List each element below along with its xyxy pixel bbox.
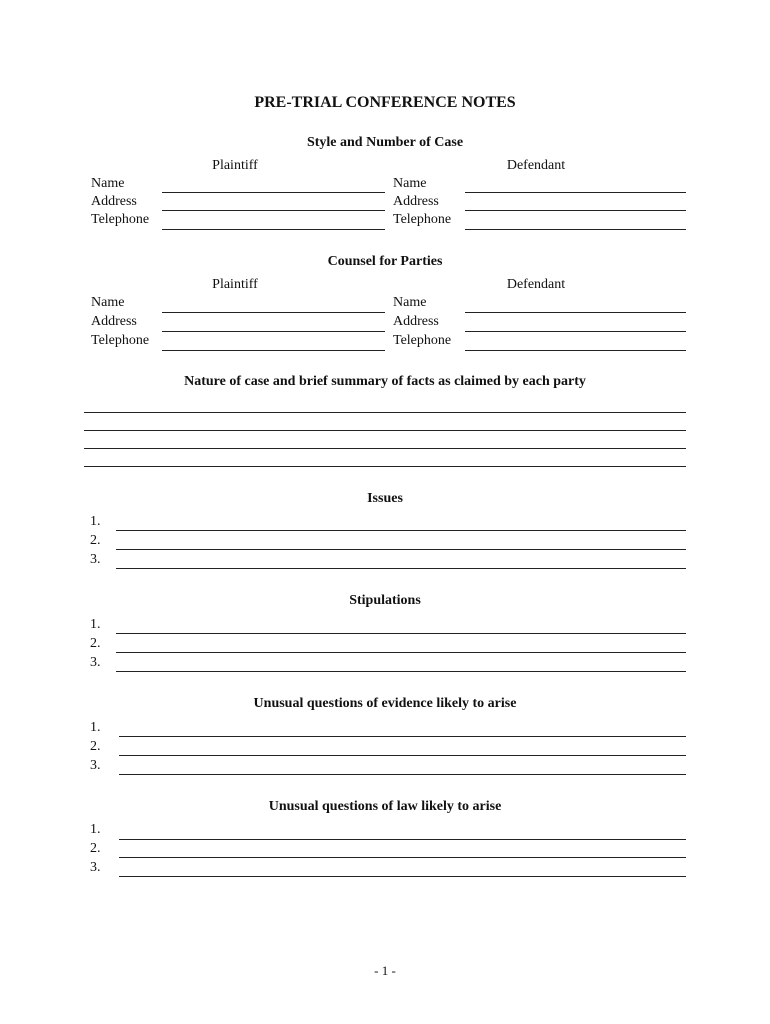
nature-summary-line[interactable] bbox=[84, 412, 686, 413]
evidence-line-2[interactable] bbox=[119, 755, 686, 756]
stipulations-line-2[interactable] bbox=[116, 652, 686, 653]
issues-line-3[interactable] bbox=[116, 568, 686, 569]
style-plaintiff-address-label: Address bbox=[91, 194, 137, 209]
counsel-plaintiff-telephone-label: Telephone bbox=[91, 333, 150, 348]
style-defendant-address-label: Address bbox=[393, 194, 439, 209]
law-line-1[interactable] bbox=[119, 839, 686, 840]
stipulations-number-2: 2. bbox=[90, 636, 101, 651]
stipulations-number-1: 1. bbox=[90, 617, 101, 632]
issues-number-3: 3. bbox=[90, 552, 101, 567]
style-defendant-header: Defendant bbox=[506, 158, 566, 173]
style-defendant-telephone-label: Telephone bbox=[393, 212, 452, 227]
issues-section-heading: Issues bbox=[367, 491, 403, 506]
issues-number-2: 2. bbox=[90, 533, 101, 548]
nature-summary-line[interactable] bbox=[84, 448, 686, 449]
nature-summary-line[interactable] bbox=[84, 466, 686, 467]
issues-number-1: 1. bbox=[90, 514, 101, 529]
counsel-plaintiff-name-label: Name bbox=[91, 295, 125, 310]
style-plaintiff-name-field[interactable] bbox=[162, 192, 385, 193]
issues-line-1[interactable] bbox=[116, 530, 686, 531]
stipulations-section-heading: Stipulations bbox=[349, 593, 421, 608]
counsel-plaintiff-address-field[interactable] bbox=[162, 331, 385, 332]
counsel-defendant-name-field[interactable] bbox=[465, 312, 686, 313]
style-plaintiff-header: Plaintiff bbox=[212, 158, 258, 173]
counsel-defendant-header: Defendant bbox=[506, 277, 566, 292]
evidence-line-3[interactable] bbox=[119, 774, 686, 775]
nature-section-heading: Nature of case and brief summary of facts as claimed by each party bbox=[184, 374, 586, 389]
counsel-plaintiff-address-label: Address bbox=[91, 314, 137, 329]
style-defendant-name-field[interactable] bbox=[465, 192, 686, 193]
style-section-heading: Style and Number of Case bbox=[306, 135, 464, 150]
style-plaintiff-telephone-field[interactable] bbox=[162, 229, 385, 230]
stipulations-line-1[interactable] bbox=[116, 633, 686, 634]
stipulations-number-3: 3. bbox=[90, 655, 101, 670]
stipulations-line-3[interactable] bbox=[116, 671, 686, 672]
law-number-1: 1. bbox=[90, 822, 101, 837]
style-defendant-address-field[interactable] bbox=[465, 210, 686, 211]
law-line-3[interactable] bbox=[119, 876, 686, 877]
law-number-2: 2. bbox=[90, 841, 101, 856]
counsel-defendant-telephone-label: Telephone bbox=[393, 333, 452, 348]
evidence-line-1[interactable] bbox=[119, 736, 686, 737]
counsel-defendant-telephone-field[interactable] bbox=[465, 350, 686, 351]
evidence-number-1: 1. bbox=[90, 720, 101, 735]
style-defendant-name-label: Name bbox=[393, 176, 427, 191]
counsel-plaintiff-telephone-field[interactable] bbox=[162, 350, 385, 351]
counsel-plaintiff-header: Plaintiff bbox=[212, 277, 258, 292]
counsel-plaintiff-name-field[interactable] bbox=[162, 312, 385, 313]
law-section-heading: Unusual questions of law likely to arise bbox=[268, 799, 502, 814]
style-plaintiff-telephone-label: Telephone bbox=[91, 212, 150, 227]
nature-summary-line[interactable] bbox=[84, 430, 686, 431]
evidence-section-heading: Unusual questions of evidence likely to arise bbox=[253, 696, 517, 711]
issues-line-2[interactable] bbox=[116, 549, 686, 550]
style-plaintiff-address-field[interactable] bbox=[162, 210, 385, 211]
page-number: - 1 - bbox=[374, 963, 396, 978]
law-number-3: 3. bbox=[90, 860, 101, 875]
evidence-number-3: 3. bbox=[90, 758, 101, 773]
law-line-2[interactable] bbox=[119, 857, 686, 858]
counsel-defendant-address-label: Address bbox=[393, 314, 439, 329]
page-title: PRE-TRIAL CONFERENCE NOTES bbox=[254, 94, 516, 111]
counsel-defendant-name-label: Name bbox=[393, 295, 427, 310]
evidence-number-2: 2. bbox=[90, 739, 101, 754]
counsel-defendant-address-field[interactable] bbox=[465, 331, 686, 332]
counsel-section-heading: Counsel for Parties bbox=[327, 254, 443, 269]
style-plaintiff-name-label: Name bbox=[91, 176, 125, 191]
style-defendant-telephone-field[interactable] bbox=[465, 229, 686, 230]
